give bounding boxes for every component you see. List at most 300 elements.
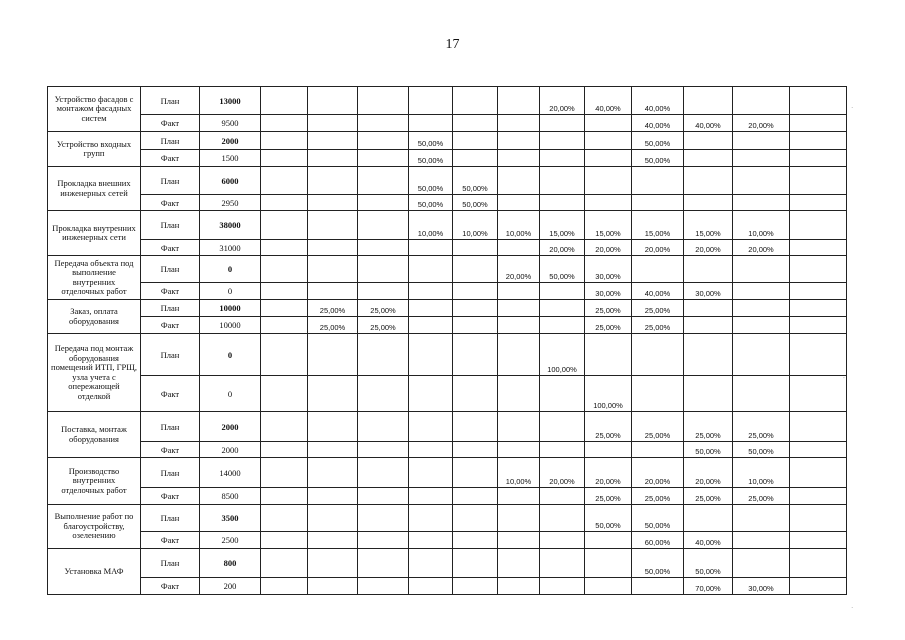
row-type-cell: Факт (141, 488, 200, 505)
period-percent-cell (790, 211, 847, 240)
row-type-cell: План (141, 458, 200, 488)
period-percent-cell (733, 150, 790, 167)
period-percent-cell: 15,00% (585, 211, 632, 240)
period-percent-cell: 40,00% (632, 115, 684, 132)
period-percent-cell (308, 458, 358, 488)
period-percent-cell (790, 442, 847, 458)
volume-cell: 8500 (200, 488, 261, 505)
period-percent-cell (540, 115, 585, 132)
period-percent-cell (308, 334, 358, 376)
period-percent-cell (358, 240, 409, 256)
period-percent-cell (261, 150, 308, 167)
period-percent-cell (585, 549, 632, 578)
table-row-plan (48, 412, 847, 442)
period-percent-cell (790, 412, 847, 442)
period-percent-cell: 20,00% (733, 240, 790, 256)
period-percent-cell (409, 376, 453, 412)
period-percent-cell (409, 317, 453, 334)
period-percent-cell (540, 505, 585, 532)
period-percent-cell (498, 150, 540, 167)
period-percent-cell (308, 195, 358, 211)
period-percent-cell (790, 376, 847, 412)
period-percent-cell (358, 150, 409, 167)
period-percent-cell (684, 132, 733, 150)
volume-cell: 0 (200, 376, 261, 412)
period-percent-cell (409, 442, 453, 458)
work-name-cell: Устройство фасадов с монтажом фасадных систем (48, 87, 141, 132)
period-percent-cell (453, 458, 498, 488)
period-percent-cell (261, 334, 308, 376)
volume-cell: 3500 (200, 505, 261, 532)
period-percent-cell: 30,00% (585, 256, 632, 283)
period-percent-cell (261, 283, 308, 300)
period-percent-cell: 30,00% (585, 283, 632, 300)
period-percent-cell (790, 87, 847, 115)
table-row-plan (48, 334, 847, 376)
period-percent-cell: 25,00% (358, 317, 409, 334)
period-percent-cell (453, 115, 498, 132)
period-percent-cell (684, 195, 733, 211)
period-percent-cell: 50,00% (409, 132, 453, 150)
period-percent-cell (585, 167, 632, 195)
row-type-cell: План (141, 132, 200, 150)
period-percent-cell (498, 505, 540, 532)
table-row-fact (48, 150, 847, 167)
period-percent-cell (358, 115, 409, 132)
period-percent-cell: 50,00% (409, 195, 453, 211)
period-percent-cell (308, 150, 358, 167)
period-percent-cell (453, 334, 498, 376)
volume-cell: 13000 (200, 87, 261, 115)
period-percent-cell (409, 115, 453, 132)
period-percent-cell (453, 87, 498, 115)
row-type-cell: План (141, 256, 200, 283)
period-percent-cell (453, 240, 498, 256)
period-percent-cell (308, 376, 358, 412)
period-percent-cell: 20,00% (540, 458, 585, 488)
period-percent-cell (358, 167, 409, 195)
row-type-cell: Факт (141, 283, 200, 300)
period-percent-cell: 25,00% (632, 488, 684, 505)
period-percent-cell (498, 115, 540, 132)
period-percent-cell (453, 300, 498, 317)
period-percent-cell (308, 549, 358, 578)
row-type-cell: Факт (141, 376, 200, 412)
period-percent-cell (498, 283, 540, 300)
volume-cell: 1500 (200, 150, 261, 167)
period-percent-cell (308, 578, 358, 595)
period-percent-cell (790, 549, 847, 578)
period-percent-cell (409, 87, 453, 115)
period-percent-cell (632, 578, 684, 595)
period-percent-cell: 20,00% (540, 87, 585, 115)
period-percent-cell (409, 488, 453, 505)
period-percent-cell (733, 87, 790, 115)
period-percent-cell: 25,00% (684, 412, 733, 442)
period-percent-cell (453, 150, 498, 167)
period-percent-cell (790, 505, 847, 532)
volume-cell: 200 (200, 578, 261, 595)
period-percent-cell (498, 334, 540, 376)
row-type-cell: План (141, 505, 200, 532)
period-percent-cell (684, 317, 733, 334)
period-percent-cell: 10,00% (409, 211, 453, 240)
period-percent-cell: 25,00% (585, 412, 632, 442)
work-name-cell: Передача под монтаж оборудования помещений ИТП, ГРЩ, узла учета с опережающей отделкой (48, 334, 141, 412)
period-percent-cell (790, 115, 847, 132)
period-percent-cell (684, 256, 733, 283)
period-percent-cell (358, 578, 409, 595)
period-percent-cell (453, 578, 498, 595)
period-percent-cell: 20,00% (733, 115, 790, 132)
period-percent-cell: 50,00% (632, 132, 684, 150)
period-percent-cell (632, 334, 684, 376)
period-percent-cell (498, 132, 540, 150)
row-type-cell: Факт (141, 442, 200, 458)
period-percent-cell: 25,00% (684, 488, 733, 505)
period-percent-cell (409, 458, 453, 488)
period-percent-cell (790, 334, 847, 376)
period-percent-cell: 25,00% (632, 412, 684, 442)
period-percent-cell (684, 300, 733, 317)
period-percent-cell (358, 532, 409, 549)
table-row-plan (48, 505, 847, 532)
scan-speck: ⸳ (843, 373, 845, 381)
period-percent-cell: 100,00% (540, 334, 585, 376)
period-percent-cell (358, 334, 409, 376)
row-type-cell: Факт (141, 532, 200, 549)
period-percent-cell: 25,00% (733, 412, 790, 442)
period-percent-cell (261, 132, 308, 150)
period-percent-cell: 100,00% (585, 376, 632, 412)
work-name-cell: Устройство входных групп (48, 132, 141, 167)
period-percent-cell (261, 532, 308, 549)
volume-cell: 800 (200, 549, 261, 578)
row-type-cell: Факт (141, 317, 200, 334)
period-percent-cell: 25,00% (585, 300, 632, 317)
period-percent-cell (790, 256, 847, 283)
volume-cell: 10000 (200, 317, 261, 334)
period-percent-cell (540, 376, 585, 412)
row-type-cell: План (141, 412, 200, 442)
period-percent-cell (498, 195, 540, 211)
period-percent-cell (308, 115, 358, 132)
period-percent-cell: 25,00% (358, 300, 409, 317)
period-percent-cell (498, 549, 540, 578)
volume-cell: 38000 (200, 211, 261, 240)
period-percent-cell (358, 211, 409, 240)
period-percent-cell (790, 150, 847, 167)
volume-cell: 6000 (200, 167, 261, 195)
period-percent-cell (684, 167, 733, 195)
page-number: 17 (445, 37, 460, 52)
period-percent-cell: 20,00% (632, 458, 684, 488)
row-type-cell: План (141, 549, 200, 578)
period-percent-cell (790, 283, 847, 300)
period-percent-cell (498, 532, 540, 549)
period-percent-cell (790, 195, 847, 211)
period-percent-cell (632, 376, 684, 412)
period-percent-cell: 50,00% (453, 195, 498, 211)
period-percent-cell (261, 87, 308, 115)
period-percent-cell (540, 167, 585, 195)
period-percent-cell (733, 283, 790, 300)
table-row-plan (48, 300, 847, 317)
period-percent-cell (308, 532, 358, 549)
period-percent-cell (261, 376, 308, 412)
table-row-fact (48, 195, 847, 211)
period-percent-cell (308, 256, 358, 283)
period-percent-cell (585, 334, 632, 376)
table-row-plan (48, 87, 847, 115)
period-percent-cell: 20,00% (632, 240, 684, 256)
period-percent-cell (632, 256, 684, 283)
row-type-cell: План (141, 87, 200, 115)
row-type-cell: Факт (141, 115, 200, 132)
work-name-cell: Производство внутренних отделочных работ (48, 458, 141, 505)
period-percent-cell: 25,00% (308, 317, 358, 334)
period-percent-cell: 50,00% (409, 150, 453, 167)
period-percent-cell (733, 195, 790, 211)
row-type-cell: План (141, 167, 200, 195)
period-percent-cell: 10,00% (733, 458, 790, 488)
period-percent-cell (540, 532, 585, 549)
period-percent-cell (585, 150, 632, 167)
period-percent-cell (453, 488, 498, 505)
period-percent-cell: 15,00% (540, 211, 585, 240)
period-percent-cell (409, 334, 453, 376)
period-percent-cell: 25,00% (585, 317, 632, 334)
period-percent-cell: 50,00% (585, 505, 632, 532)
period-percent-cell (540, 300, 585, 317)
period-percent-cell: 60,00% (632, 532, 684, 549)
period-percent-cell: 50,00% (684, 549, 733, 578)
period-percent-cell (453, 317, 498, 334)
table-row-plan (48, 167, 847, 195)
period-percent-cell (632, 195, 684, 211)
volume-cell: 10000 (200, 300, 261, 317)
period-percent-cell: 50,00% (409, 167, 453, 195)
period-percent-cell (585, 532, 632, 549)
row-type-cell: Факт (141, 578, 200, 595)
row-type-cell: Факт (141, 195, 200, 211)
volume-cell: 2000 (200, 132, 261, 150)
period-percent-cell (498, 317, 540, 334)
period-percent-cell (453, 505, 498, 532)
period-percent-cell: 25,00% (308, 300, 358, 317)
period-percent-cell (790, 532, 847, 549)
period-percent-cell (358, 505, 409, 532)
work-name-cell: Выполнение работ по благоустройству, озеленению (48, 505, 141, 549)
period-percent-cell (790, 488, 847, 505)
period-percent-cell (540, 150, 585, 167)
period-percent-cell (498, 578, 540, 595)
period-percent-cell (358, 442, 409, 458)
period-percent-cell (585, 578, 632, 595)
period-percent-cell: 50,00% (632, 150, 684, 167)
period-percent-cell (453, 283, 498, 300)
period-percent-cell: 50,00% (540, 256, 585, 283)
table-row-plan (48, 458, 847, 488)
table-row-fact (48, 376, 847, 412)
period-percent-cell (453, 442, 498, 458)
period-percent-cell (261, 549, 308, 578)
table-row-plan (48, 211, 847, 240)
period-percent-cell: 15,00% (632, 211, 684, 240)
period-percent-cell (585, 115, 632, 132)
period-percent-cell: 10,00% (733, 211, 790, 240)
period-percent-cell (790, 132, 847, 150)
work-name-cell: Прокладка внутренних инженерных сети (48, 211, 141, 256)
period-percent-cell (308, 505, 358, 532)
period-percent-cell: 15,00% (684, 211, 733, 240)
period-percent-cell (261, 412, 308, 442)
period-percent-cell (632, 167, 684, 195)
period-percent-cell (261, 505, 308, 532)
period-percent-cell (261, 458, 308, 488)
period-percent-cell (358, 458, 409, 488)
volume-cell: 2500 (200, 532, 261, 549)
period-percent-cell (453, 532, 498, 549)
period-percent-cell (308, 132, 358, 150)
period-percent-cell (358, 412, 409, 442)
period-percent-cell (540, 412, 585, 442)
period-percent-cell (733, 334, 790, 376)
period-percent-cell (540, 317, 585, 334)
period-percent-cell (358, 256, 409, 283)
period-percent-cell: 50,00% (632, 549, 684, 578)
row-type-cell: План (141, 211, 200, 240)
period-percent-cell (409, 532, 453, 549)
period-percent-cell (733, 300, 790, 317)
period-percent-cell (790, 317, 847, 334)
period-percent-cell (261, 115, 308, 132)
scan-speck: · (851, 604, 854, 612)
period-percent-cell (790, 300, 847, 317)
period-percent-cell (453, 376, 498, 412)
row-type-cell: Факт (141, 240, 200, 256)
period-percent-cell (358, 87, 409, 115)
period-percent-cell (585, 195, 632, 211)
table-row-fact (48, 578, 847, 595)
row-type-cell: Факт (141, 150, 200, 167)
period-percent-cell (261, 442, 308, 458)
work-name-cell: Прокладка внешних инженерных сетей (48, 167, 141, 211)
period-percent-cell: 20,00% (585, 240, 632, 256)
period-percent-cell: 30,00% (733, 578, 790, 595)
period-percent-cell (498, 412, 540, 442)
period-percent-cell (790, 578, 847, 595)
period-percent-cell (733, 376, 790, 412)
work-name-cell: Установка МАФ (48, 549, 141, 595)
volume-cell: 0 (200, 334, 261, 376)
volume-cell: 14000 (200, 458, 261, 488)
period-percent-cell (733, 317, 790, 334)
period-percent-cell: 70,00% (684, 578, 733, 595)
table-row-fact (48, 317, 847, 334)
period-percent-cell (308, 167, 358, 195)
table-row-plan (48, 549, 847, 578)
period-percent-cell (585, 442, 632, 458)
period-percent-cell (733, 132, 790, 150)
row-type-cell: План (141, 334, 200, 376)
period-percent-cell (261, 211, 308, 240)
volume-cell: 0 (200, 283, 261, 300)
period-percent-cell (684, 376, 733, 412)
period-percent-cell: 20,00% (540, 240, 585, 256)
period-percent-cell (498, 167, 540, 195)
period-percent-cell: 10,00% (453, 211, 498, 240)
period-percent-cell (453, 549, 498, 578)
row-type-cell: План (141, 300, 200, 317)
volume-cell: 9500 (200, 115, 261, 132)
period-percent-cell (261, 578, 308, 595)
volume-cell: 31000 (200, 240, 261, 256)
table-row-fact (48, 488, 847, 505)
work-name-cell: Передача объекта под выполнение внутренних отделочных работ (48, 256, 141, 300)
period-percent-cell (358, 488, 409, 505)
period-percent-cell (409, 549, 453, 578)
volume-cell: 2950 (200, 195, 261, 211)
period-percent-cell: 25,00% (632, 317, 684, 334)
period-percent-cell (540, 195, 585, 211)
work-name-cell: Поставка, монтаж оборудования (48, 412, 141, 458)
period-percent-cell (790, 167, 847, 195)
period-percent-cell: 50,00% (632, 505, 684, 532)
period-percent-cell (308, 240, 358, 256)
period-percent-cell: 10,00% (498, 458, 540, 488)
period-percent-cell: 40,00% (632, 283, 684, 300)
period-percent-cell (733, 167, 790, 195)
period-percent-cell (261, 256, 308, 283)
period-percent-cell: 20,00% (498, 256, 540, 283)
work-name-cell: Заказ, оплата оборудования (48, 300, 141, 334)
period-percent-cell (261, 300, 308, 317)
period-percent-cell (358, 195, 409, 211)
period-percent-cell (498, 240, 540, 256)
period-percent-cell (409, 505, 453, 532)
period-percent-cell (308, 87, 358, 115)
period-percent-cell (540, 132, 585, 150)
volume-cell: 2000 (200, 412, 261, 442)
period-percent-cell (261, 240, 308, 256)
period-percent-cell: 40,00% (684, 532, 733, 549)
table-row-plan (48, 256, 847, 283)
period-percent-cell: 50,00% (453, 167, 498, 195)
table-row-plan (48, 132, 847, 150)
table-row-fact (48, 115, 847, 132)
period-percent-cell (540, 549, 585, 578)
period-percent-cell (498, 300, 540, 317)
volume-cell: 2000 (200, 442, 261, 458)
table-row-fact (48, 442, 847, 458)
period-percent-cell: 25,00% (733, 488, 790, 505)
period-percent-cell: 50,00% (684, 442, 733, 458)
table-row-fact (48, 283, 847, 300)
period-percent-cell (308, 442, 358, 458)
period-percent-cell: 20,00% (585, 458, 632, 488)
period-percent-cell (790, 240, 847, 256)
period-percent-cell (409, 578, 453, 595)
period-percent-cell: 20,00% (684, 240, 733, 256)
period-percent-cell (308, 488, 358, 505)
period-percent-cell (684, 505, 733, 532)
period-percent-cell (409, 283, 453, 300)
period-percent-cell (684, 150, 733, 167)
period-percent-cell (540, 578, 585, 595)
period-percent-cell (358, 549, 409, 578)
period-percent-cell (261, 167, 308, 195)
